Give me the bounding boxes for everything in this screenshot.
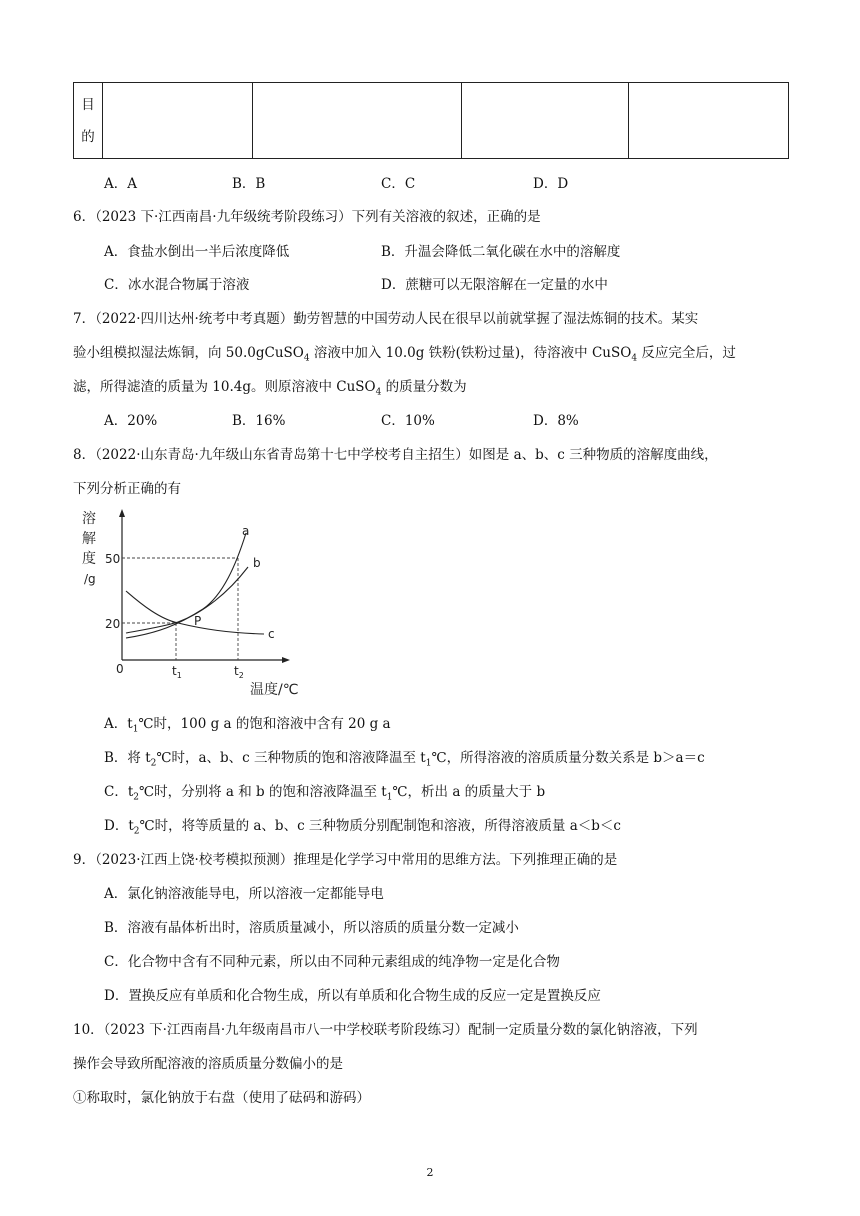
- q10-item-1: ①称取时，氯化钠放于右盘（使用了砝码和游码）: [73, 1090, 370, 1106]
- y-axis-arrow: [119, 509, 125, 517]
- q8-line-1: 8．（2022·山东青岛·九年级山东省青岛第十七中学校考自主招生）如图是 a、b、c 三种物质的溶解度曲线，: [73, 447, 718, 463]
- x-axis-arrow: [282, 657, 290, 663]
- q6-option-a: A．食盐水倒出一半后浓度降低: [104, 244, 290, 260]
- q6-option-b: B．升温会降低二氧化碳在水中的溶解度: [381, 244, 621, 260]
- q7-option-c: C．10%: [381, 413, 435, 429]
- q7-line-2: 验小组模拟湿法炼铜，向 50.0gCuSO$_4$ 溶液中加入 10.0g 铁粉(铁粉过量)，待溶液中 CuSO$_4$ 反应完全后，过: [73, 345, 736, 364]
- q10-line-2: 操作会导致所配溶液的溶质质量分数偏小的是: [73, 1056, 343, 1072]
- series-label-a: a: [242, 524, 250, 538]
- y-tick-20: 20: [105, 617, 121, 631]
- x-axis-label: 温度/℃: [250, 682, 299, 698]
- table-cell: [629, 83, 789, 159]
- q8-option-c: C．$t_2℃$时，分别将 a 和 b 的饱和溶液降温至 $t_1℃$，析出 a 的质量大于 b: [104, 784, 546, 803]
- q9-option-a: A．氯化钠溶液能导电，所以溶液一定都能导电: [104, 886, 384, 902]
- q9-stem: 9．（2023·江西上饶·校考模拟预测）推理是化学学习中常用的思维方法。下列推理正确的是: [73, 852, 618, 868]
- q5-option-b: B．B: [232, 176, 266, 192]
- x-tick-t1: $t_1$: [172, 664, 182, 680]
- ylabel-char-1: 溶: [82, 511, 96, 527]
- ylabel-char-3: 度: [82, 551, 96, 567]
- table-cell: [462, 83, 629, 159]
- ylabel-unit: /g: [84, 572, 96, 586]
- q8-option-d: D．$t_2℃$时，将等质量的 a、b、c 三种物质分别配制饱和溶液，所得溶液质量 a＜b＜c: [104, 818, 621, 837]
- q10-line-1: 10．（2023 下·江西南昌·九年级南昌市八一中学校联考阶段练习）配制一定质量分数的氯化钠溶液，下列: [73, 1022, 698, 1038]
- q6-option-c: C．冰水混合物属于溶液: [104, 277, 250, 293]
- q5-option-d: D．D: [533, 176, 569, 192]
- question-table: [73, 82, 789, 159]
- q7-line-1: 7．（2022·四川达州·统考中考真题）勤劳智慧的中国劳动人民在很早以前就掌握了湿法炼铜的技术。某实: [73, 311, 699, 327]
- row-head-char-2: 的: [81, 129, 95, 145]
- q9-option-c: C．化合物中含有不同种元素，所以由不同种元素组成的纯净物一定是化合物: [104, 954, 560, 970]
- series-label-b: b: [253, 556, 261, 570]
- q8-option-b: B．将 $t_2℃$时，a、b、c 三种物质的饱和溶液降温至 $t_1℃$，所得溶液的溶质质量分数关系是 b＞a＝c: [104, 750, 705, 769]
- q5-option-a: A．A: [104, 176, 137, 192]
- series-label-c: c: [268, 627, 275, 641]
- page-number: 2: [426, 1166, 434, 1179]
- table-cell: [253, 83, 462, 159]
- q8-option-a: A．$t_1℃$时，100 g a 的饱和溶液中含有 20 g a: [104, 716, 391, 735]
- q9-option-d: D．置换反应有单质和化合物生成，所以有单质和化合物生成的反应一定是置换反应: [104, 988, 601, 1004]
- point-label-p: P: [194, 614, 202, 628]
- table-row-head: [74, 83, 103, 159]
- x-tick-t2: $t_2$: [234, 664, 244, 680]
- row-head-char-1: 目: [81, 97, 95, 113]
- q7-option-d: D．8%: [533, 413, 579, 429]
- q6-option-d: D．蔗糖可以无限溶解在一定量的水中: [381, 277, 608, 293]
- curve-a: [126, 533, 246, 638]
- q7-option-a: A．20%: [104, 413, 158, 429]
- q7-option-b: B．16%: [232, 413, 286, 429]
- ylabel-char-2: 解: [82, 531, 96, 547]
- q9-option-b: B．溶液有晶体析出时，溶质质量减小，所以溶质的质量分数一定减小: [104, 920, 519, 936]
- solubility-chart: [78, 505, 318, 700]
- origin-label: 0: [116, 662, 124, 676]
- q6-stem: 6．（2023 下·江西南昌·九年级统考阶段练习）下列有关溶液的叙述，正确的是: [73, 209, 541, 225]
- q5-option-c: C．C: [381, 176, 416, 192]
- table-cell: [103, 83, 253, 159]
- y-tick-50: 50: [105, 552, 121, 566]
- q8-line-2: 下列分析正确的有: [73, 481, 181, 497]
- q7-line-3: 滤，所得滤渣的质量为 10.4g。则原溶液中 CuSO$_4$ 的质量分数为: [73, 379, 467, 398]
